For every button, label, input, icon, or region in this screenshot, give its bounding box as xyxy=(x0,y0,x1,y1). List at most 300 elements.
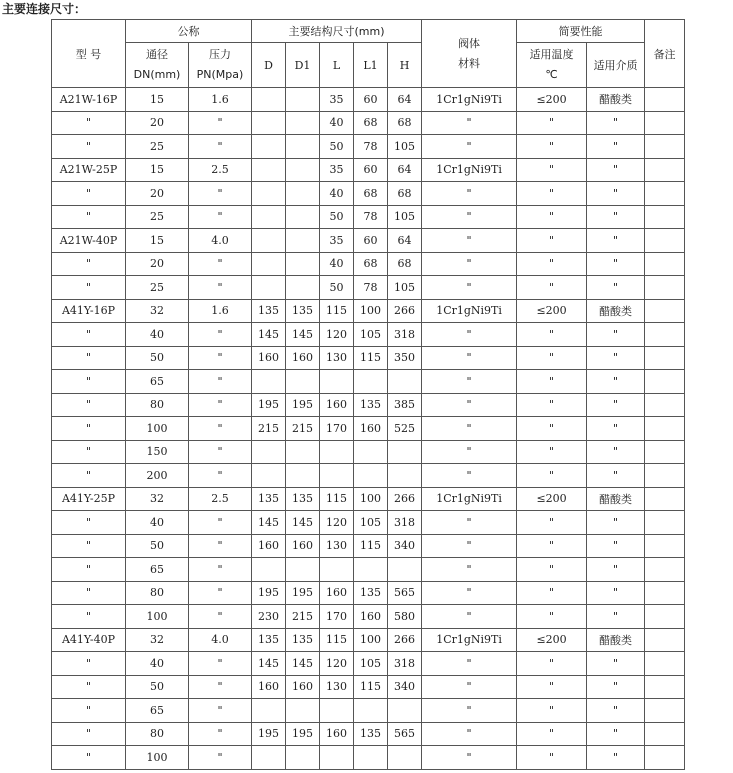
cell-l: 160 xyxy=(320,722,354,746)
cell-h: 64 xyxy=(388,158,422,182)
cell-d: 160 xyxy=(252,675,286,699)
table-row xyxy=(52,440,685,464)
cell-d: 135 xyxy=(252,487,286,511)
cell-remark xyxy=(645,464,685,488)
table-row xyxy=(52,229,685,253)
table-row xyxy=(52,323,685,347)
cell-l: 160 xyxy=(320,393,354,417)
cell-h: 68 xyxy=(388,252,422,276)
cell-l: 40 xyxy=(320,111,354,135)
table-row xyxy=(52,299,685,323)
table-row xyxy=(52,252,685,276)
cell-l: 35 xyxy=(320,88,354,112)
table-row xyxy=(52,393,685,417)
cell-dn: 20 xyxy=(126,111,189,135)
cell-temperature: " xyxy=(517,393,587,417)
cell-d: 135 xyxy=(252,299,286,323)
cell-body-material: " xyxy=(422,323,517,347)
cell-remark xyxy=(645,534,685,558)
cell-remark xyxy=(645,158,685,182)
cell-model: A41Y-40P xyxy=(52,628,126,652)
cell-body-material: " xyxy=(422,370,517,394)
cell-d1: 160 xyxy=(286,346,320,370)
header-remark: 备注 xyxy=(645,20,685,88)
cell-d: 195 xyxy=(252,393,286,417)
cell-d1 xyxy=(286,229,320,253)
header-row-2 xyxy=(52,43,685,88)
cell-d xyxy=(252,135,286,159)
cell-d xyxy=(252,111,286,135)
cell-remark xyxy=(645,628,685,652)
cell-temperature: " xyxy=(517,205,587,229)
cell-model: " xyxy=(52,746,126,770)
cell-l1: 68 xyxy=(354,252,388,276)
cell-temperature: " xyxy=(517,605,587,629)
table-body xyxy=(52,88,685,770)
cell-d xyxy=(252,746,286,770)
cell-h: 580 xyxy=(388,605,422,629)
cell-l1 xyxy=(354,558,388,582)
cell-medium: " xyxy=(587,652,645,676)
cell-l: 115 xyxy=(320,628,354,652)
cell-temperature: " xyxy=(517,652,587,676)
cell-d xyxy=(252,699,286,723)
table-row xyxy=(52,722,685,746)
cell-model: A21W-40P xyxy=(52,229,126,253)
cell-l1: 68 xyxy=(354,182,388,206)
cell-body-material: " xyxy=(422,205,517,229)
cell-medium: " xyxy=(587,252,645,276)
cell-dn: 15 xyxy=(126,229,189,253)
cell-medium: " xyxy=(587,276,645,300)
cell-temperature: " xyxy=(517,511,587,535)
cell-l: 40 xyxy=(320,252,354,276)
cell-model: " xyxy=(52,440,126,464)
cell-l1: 160 xyxy=(354,605,388,629)
table-row xyxy=(52,558,685,582)
cell-dn: 32 xyxy=(126,299,189,323)
table-row xyxy=(52,699,685,723)
header-dn xyxy=(126,43,189,88)
cell-l1: 135 xyxy=(354,393,388,417)
cell-l: 40 xyxy=(320,182,354,206)
table-row xyxy=(52,464,685,488)
cell-remark xyxy=(645,487,685,511)
cell-d xyxy=(252,158,286,182)
cell-h: 565 xyxy=(388,581,422,605)
cell-l1: 100 xyxy=(354,628,388,652)
cell-l: 130 xyxy=(320,346,354,370)
cell-l: 115 xyxy=(320,299,354,323)
cell-medium: " xyxy=(587,534,645,558)
cell-model: " xyxy=(52,464,126,488)
cell-h xyxy=(388,558,422,582)
cell-remark xyxy=(645,229,685,253)
cell-body-material: " xyxy=(422,511,517,535)
cell-remark xyxy=(645,558,685,582)
cell-l xyxy=(320,558,354,582)
table-row xyxy=(52,675,685,699)
cell-dn: 80 xyxy=(126,581,189,605)
cell-l1: 105 xyxy=(354,511,388,535)
cell-dn: 100 xyxy=(126,417,189,441)
cell-medium: " xyxy=(587,558,645,582)
cell-body-material: " xyxy=(422,605,517,629)
cell-l xyxy=(320,370,354,394)
cell-body-material: " xyxy=(422,534,517,558)
cell-body-material: " xyxy=(422,722,517,746)
cell-d1 xyxy=(286,699,320,723)
cell-l: 50 xyxy=(320,205,354,229)
cell-medium: " xyxy=(587,417,645,441)
cell-dn: 80 xyxy=(126,393,189,417)
cell-d1: 195 xyxy=(286,581,320,605)
cell-l1 xyxy=(354,370,388,394)
cell-d: 195 xyxy=(252,581,286,605)
cell-medium: " xyxy=(587,229,645,253)
cell-dn: 32 xyxy=(126,487,189,511)
cell-medium: " xyxy=(587,675,645,699)
cell-d xyxy=(252,276,286,300)
cell-temperature: " xyxy=(517,675,587,699)
cell-pn: " xyxy=(189,511,252,535)
cell-remark xyxy=(645,252,685,276)
cell-l: 120 xyxy=(320,511,354,535)
cell-l1 xyxy=(354,464,388,488)
cell-l: 50 xyxy=(320,135,354,159)
cell-pn: 1.6 xyxy=(189,299,252,323)
table-row xyxy=(52,158,685,182)
cell-h: 318 xyxy=(388,511,422,535)
cell-l: 160 xyxy=(320,581,354,605)
cell-dn: 25 xyxy=(126,276,189,300)
cell-medium: " xyxy=(587,699,645,723)
cell-body-material: 1Cr1gNi9Ti xyxy=(422,299,517,323)
cell-d1: 160 xyxy=(286,534,320,558)
cell-remark xyxy=(645,111,685,135)
cell-d1: 160 xyxy=(286,675,320,699)
cell-d1: 195 xyxy=(286,393,320,417)
cell-body-material: 1Cr1gNi9Ti xyxy=(422,88,517,112)
cell-pn: 4.0 xyxy=(189,628,252,652)
cell-dn: 20 xyxy=(126,182,189,206)
cell-temperature: " xyxy=(517,722,587,746)
cell-temperature: " xyxy=(517,746,587,770)
cell-dn: 40 xyxy=(126,652,189,676)
cell-l: 170 xyxy=(320,605,354,629)
cell-h: 266 xyxy=(388,299,422,323)
cell-remark xyxy=(645,393,685,417)
header-d: D xyxy=(252,43,286,88)
cell-pn: " xyxy=(189,205,252,229)
cell-dn: 65 xyxy=(126,370,189,394)
cell-d xyxy=(252,88,286,112)
cell-pn: " xyxy=(189,464,252,488)
header-h: H xyxy=(388,43,422,88)
cell-dn: 50 xyxy=(126,346,189,370)
cell-body-material: " xyxy=(422,417,517,441)
header-body-line2: 材料 xyxy=(458,56,481,70)
header-dn-line1: 通径 xyxy=(146,48,168,61)
cell-pn: " xyxy=(189,370,252,394)
cell-h: 266 xyxy=(388,628,422,652)
cell-remark xyxy=(645,511,685,535)
table-row xyxy=(52,581,685,605)
cell-dn: 65 xyxy=(126,558,189,582)
cell-dn: 65 xyxy=(126,699,189,723)
cell-body-material: 1Cr1gNi9Ti xyxy=(422,158,517,182)
cell-medium: " xyxy=(587,511,645,535)
cell-l: 170 xyxy=(320,417,354,441)
cell-medium: " xyxy=(587,370,645,394)
cell-model: " xyxy=(52,699,126,723)
cell-l1: 105 xyxy=(354,323,388,347)
cell-remark xyxy=(645,417,685,441)
cell-dn: 100 xyxy=(126,605,189,629)
cell-d1 xyxy=(286,88,320,112)
cell-d1 xyxy=(286,135,320,159)
table-row xyxy=(52,346,685,370)
table-row xyxy=(52,182,685,206)
cell-pn: " xyxy=(189,323,252,347)
cell-remark xyxy=(645,675,685,699)
header-temp-line2: ℃ xyxy=(545,68,558,81)
cell-medium: " xyxy=(587,722,645,746)
table-row xyxy=(52,276,685,300)
cell-d1 xyxy=(286,370,320,394)
table-row xyxy=(52,370,685,394)
cell-pn: 2.5 xyxy=(189,487,252,511)
cell-pn: " xyxy=(189,440,252,464)
cell-pn: " xyxy=(189,699,252,723)
cell-d1 xyxy=(286,440,320,464)
header-pn xyxy=(189,43,252,88)
header-medium: 适用介质 xyxy=(587,43,645,88)
cell-remark xyxy=(645,299,685,323)
cell-body-material: " xyxy=(422,675,517,699)
cell-remark xyxy=(645,722,685,746)
cell-l1: 78 xyxy=(354,205,388,229)
cell-model: A41Y-25P xyxy=(52,487,126,511)
cell-body-material: " xyxy=(422,652,517,676)
cell-remark xyxy=(645,440,685,464)
table-row xyxy=(52,605,685,629)
cell-pn: " xyxy=(189,722,252,746)
cell-pn: " xyxy=(189,252,252,276)
cell-h xyxy=(388,464,422,488)
cell-dn: 20 xyxy=(126,252,189,276)
cell-body-material: 1Cr1gNi9Ti xyxy=(422,487,517,511)
cell-medium: 醋酸类 xyxy=(587,487,645,511)
cell-temperature: ≤200 xyxy=(517,299,587,323)
cell-remark xyxy=(645,182,685,206)
table-row xyxy=(52,746,685,770)
cell-d1: 135 xyxy=(286,628,320,652)
cell-d: 195 xyxy=(252,722,286,746)
cell-model: " xyxy=(52,605,126,629)
cell-remark xyxy=(645,699,685,723)
cell-temperature: " xyxy=(517,699,587,723)
table-row xyxy=(52,487,685,511)
cell-remark xyxy=(645,605,685,629)
header-d1: D1 xyxy=(286,43,320,88)
cell-body-material: " xyxy=(422,440,517,464)
cell-d xyxy=(252,558,286,582)
cell-medium: " xyxy=(587,205,645,229)
cell-d: 145 xyxy=(252,652,286,676)
cell-h xyxy=(388,370,422,394)
cell-l1: 60 xyxy=(354,88,388,112)
cell-body-material: " xyxy=(422,252,517,276)
cell-remark xyxy=(645,346,685,370)
cell-medium: 醋酸类 xyxy=(587,299,645,323)
cell-dn: 50 xyxy=(126,675,189,699)
header-pn-line2: PN(Mpa) xyxy=(196,68,244,81)
cell-d1 xyxy=(286,746,320,770)
cell-model: " xyxy=(52,205,126,229)
cell-pn: 1.6 xyxy=(189,88,252,112)
cell-h: 525 xyxy=(388,417,422,441)
cell-l xyxy=(320,746,354,770)
table-row xyxy=(52,628,685,652)
cell-dn: 200 xyxy=(126,464,189,488)
cell-d1: 215 xyxy=(286,605,320,629)
cell-pn: " xyxy=(189,182,252,206)
cell-temperature: " xyxy=(517,323,587,347)
header-l1: L1 xyxy=(354,43,388,88)
cell-l xyxy=(320,464,354,488)
cell-temperature: " xyxy=(517,158,587,182)
cell-d1 xyxy=(286,464,320,488)
cell-temperature: " xyxy=(517,440,587,464)
cell-pn: " xyxy=(189,558,252,582)
cell-remark xyxy=(645,205,685,229)
cell-temperature: " xyxy=(517,229,587,253)
cell-d1: 215 xyxy=(286,417,320,441)
cell-dn: 40 xyxy=(126,323,189,347)
cell-model: " xyxy=(52,370,126,394)
table-row xyxy=(52,111,685,135)
cell-d: 135 xyxy=(252,628,286,652)
cell-h: 565 xyxy=(388,722,422,746)
cell-dn: 40 xyxy=(126,511,189,535)
cell-body-material: " xyxy=(422,346,517,370)
cell-l1: 78 xyxy=(354,276,388,300)
cell-body-material: " xyxy=(422,699,517,723)
cell-medium: " xyxy=(587,346,645,370)
cell-model: " xyxy=(52,558,126,582)
cell-model: " xyxy=(52,135,126,159)
cell-model: A41Y-16P xyxy=(52,299,126,323)
cell-l: 120 xyxy=(320,323,354,347)
cell-temperature: " xyxy=(517,111,587,135)
cell-d1 xyxy=(286,182,320,206)
cell-l: 50 xyxy=(320,276,354,300)
cell-pn: " xyxy=(189,111,252,135)
cell-model: " xyxy=(52,722,126,746)
cell-medium: " xyxy=(587,135,645,159)
cell-d1 xyxy=(286,111,320,135)
cell-model: " xyxy=(52,511,126,535)
cell-d1 xyxy=(286,205,320,229)
header-body-material xyxy=(422,20,517,88)
cell-medium: " xyxy=(587,393,645,417)
cell-h: 318 xyxy=(388,323,422,347)
cell-temperature: ≤200 xyxy=(517,88,587,112)
cell-d xyxy=(252,440,286,464)
table-row xyxy=(52,534,685,558)
cell-d xyxy=(252,370,286,394)
cell-pn: " xyxy=(189,346,252,370)
cell-dn: 25 xyxy=(126,205,189,229)
cell-medium: " xyxy=(587,746,645,770)
cell-dn: 80 xyxy=(126,722,189,746)
cell-model: A21W-16P xyxy=(52,88,126,112)
cell-temperature: " xyxy=(517,182,587,206)
cell-body-material: 1Cr1gNi9Ti xyxy=(422,628,517,652)
cell-pn: " xyxy=(189,393,252,417)
cell-medium: 醋酸类 xyxy=(587,628,645,652)
cell-d: 230 xyxy=(252,605,286,629)
cell-d: 145 xyxy=(252,323,286,347)
cell-d xyxy=(252,252,286,276)
cell-d xyxy=(252,205,286,229)
cell-body-material: " xyxy=(422,182,517,206)
cell-pn: 2.5 xyxy=(189,158,252,182)
cell-medium: " xyxy=(587,605,645,629)
cell-h: 266 xyxy=(388,487,422,511)
cell-l1: 60 xyxy=(354,229,388,253)
header-model: 型 号 xyxy=(52,20,126,88)
cell-temperature: " xyxy=(517,370,587,394)
cell-remark xyxy=(645,323,685,347)
cell-h xyxy=(388,746,422,770)
cell-model: " xyxy=(52,346,126,370)
cell-medium: " xyxy=(587,182,645,206)
cell-model: " xyxy=(52,111,126,135)
cell-h: 105 xyxy=(388,205,422,229)
cell-pn: " xyxy=(189,675,252,699)
table-row xyxy=(52,135,685,159)
cell-remark xyxy=(645,135,685,159)
cell-temperature: " xyxy=(517,534,587,558)
cell-d1: 195 xyxy=(286,722,320,746)
cell-remark xyxy=(645,88,685,112)
cell-body-material: " xyxy=(422,581,517,605)
cell-d xyxy=(252,229,286,253)
cell-l: 130 xyxy=(320,675,354,699)
cell-pn: " xyxy=(189,135,252,159)
header-dn-line2: DN(mm) xyxy=(133,68,181,81)
cell-dn: 15 xyxy=(126,158,189,182)
cell-l1 xyxy=(354,440,388,464)
header-row-1 xyxy=(52,20,685,43)
cell-medium: 醋酸类 xyxy=(587,88,645,112)
cell-h: 385 xyxy=(388,393,422,417)
cell-temperature: " xyxy=(517,135,587,159)
cell-l: 120 xyxy=(320,652,354,676)
connection-dimensions-table xyxy=(51,19,685,770)
cell-remark xyxy=(645,276,685,300)
header-performance: 简要性能 xyxy=(517,20,645,43)
cell-body-material: " xyxy=(422,746,517,770)
table-row xyxy=(52,88,685,112)
cell-pn: " xyxy=(189,276,252,300)
cell-medium: " xyxy=(587,440,645,464)
cell-pn: " xyxy=(189,652,252,676)
cell-d: 215 xyxy=(252,417,286,441)
cell-pn: " xyxy=(189,534,252,558)
